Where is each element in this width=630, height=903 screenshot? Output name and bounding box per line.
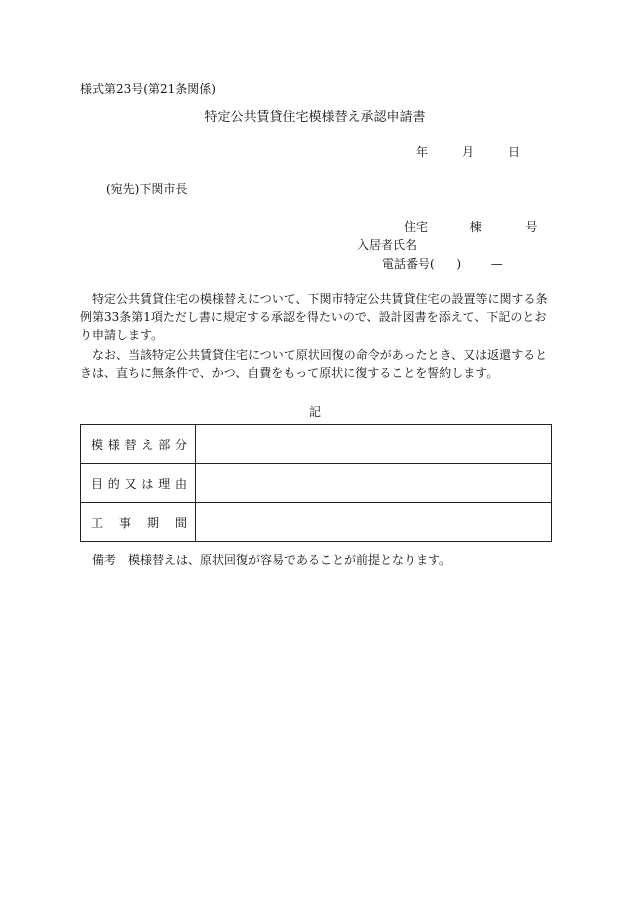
table-row-label: 工 事 期 間 — [91, 515, 187, 530]
table-row-label-cell — [81, 503, 196, 542]
table-row — [81, 464, 552, 503]
body-paragraph-1: 特定公共賃貸住宅の模様替えについて、下関市特定公共賃貸住宅の設置等に関する条例第33条第1項ただし書に規定する承認を得たいので、設計図書を添えて、下記のとおり申請します。 — [80, 292, 548, 342]
date-year-label: 年 — [415, 145, 428, 159]
phone-dash: — — [490, 257, 503, 271]
phone-row — [382, 255, 503, 272]
address-label: 住宅 — [404, 220, 429, 234]
table-row — [81, 425, 552, 464]
table-row — [81, 503, 552, 542]
date-month-label: 月 — [461, 145, 474, 159]
table-row-value-cell[interactable] — [196, 464, 552, 503]
form-number: 様式第23号(第21条関係) — [80, 82, 216, 96]
ki-heading: 記 — [308, 405, 321, 419]
address-row — [404, 218, 537, 235]
phone-label: 電話番号( — [382, 257, 435, 271]
name-row — [357, 236, 417, 253]
date-day-label: 日 — [507, 145, 520, 159]
building-label: 棟 — [469, 220, 482, 234]
table-row-label: 模 様 替 え 部 分 — [91, 437, 187, 452]
table-row-label-cell — [81, 425, 196, 464]
name-label: 入居者氏名 — [357, 238, 418, 252]
table-row-label: 目 的 又 は 理 由 — [91, 476, 187, 491]
detail-table — [80, 424, 552, 542]
date-line — [416, 143, 520, 160]
table-row-value-cell[interactable] — [196, 503, 552, 542]
document-title: 特定公共賃貸住宅模様替え承認申請書 — [204, 110, 426, 125]
body-paragraph-2: なお、当該特定公共賃貸住宅について原状回復の命令があったとき、又は返還するときは、直ちに無条件で、かつ、自費をもって原状に復することを誓約します。 — [80, 348, 548, 380]
remark-note: 備考 模様替えは、原状回復が容易であることが前提となります。 — [92, 553, 452, 567]
number-label: 号 — [525, 220, 538, 234]
applicant-block — [0, 214, 630, 274]
addressee: (宛先)下関市長 — [106, 182, 188, 196]
table-row-value-cell[interactable] — [196, 425, 552, 464]
phone-close-paren: ) — [456, 257, 462, 271]
table-row-label-cell — [81, 464, 196, 503]
